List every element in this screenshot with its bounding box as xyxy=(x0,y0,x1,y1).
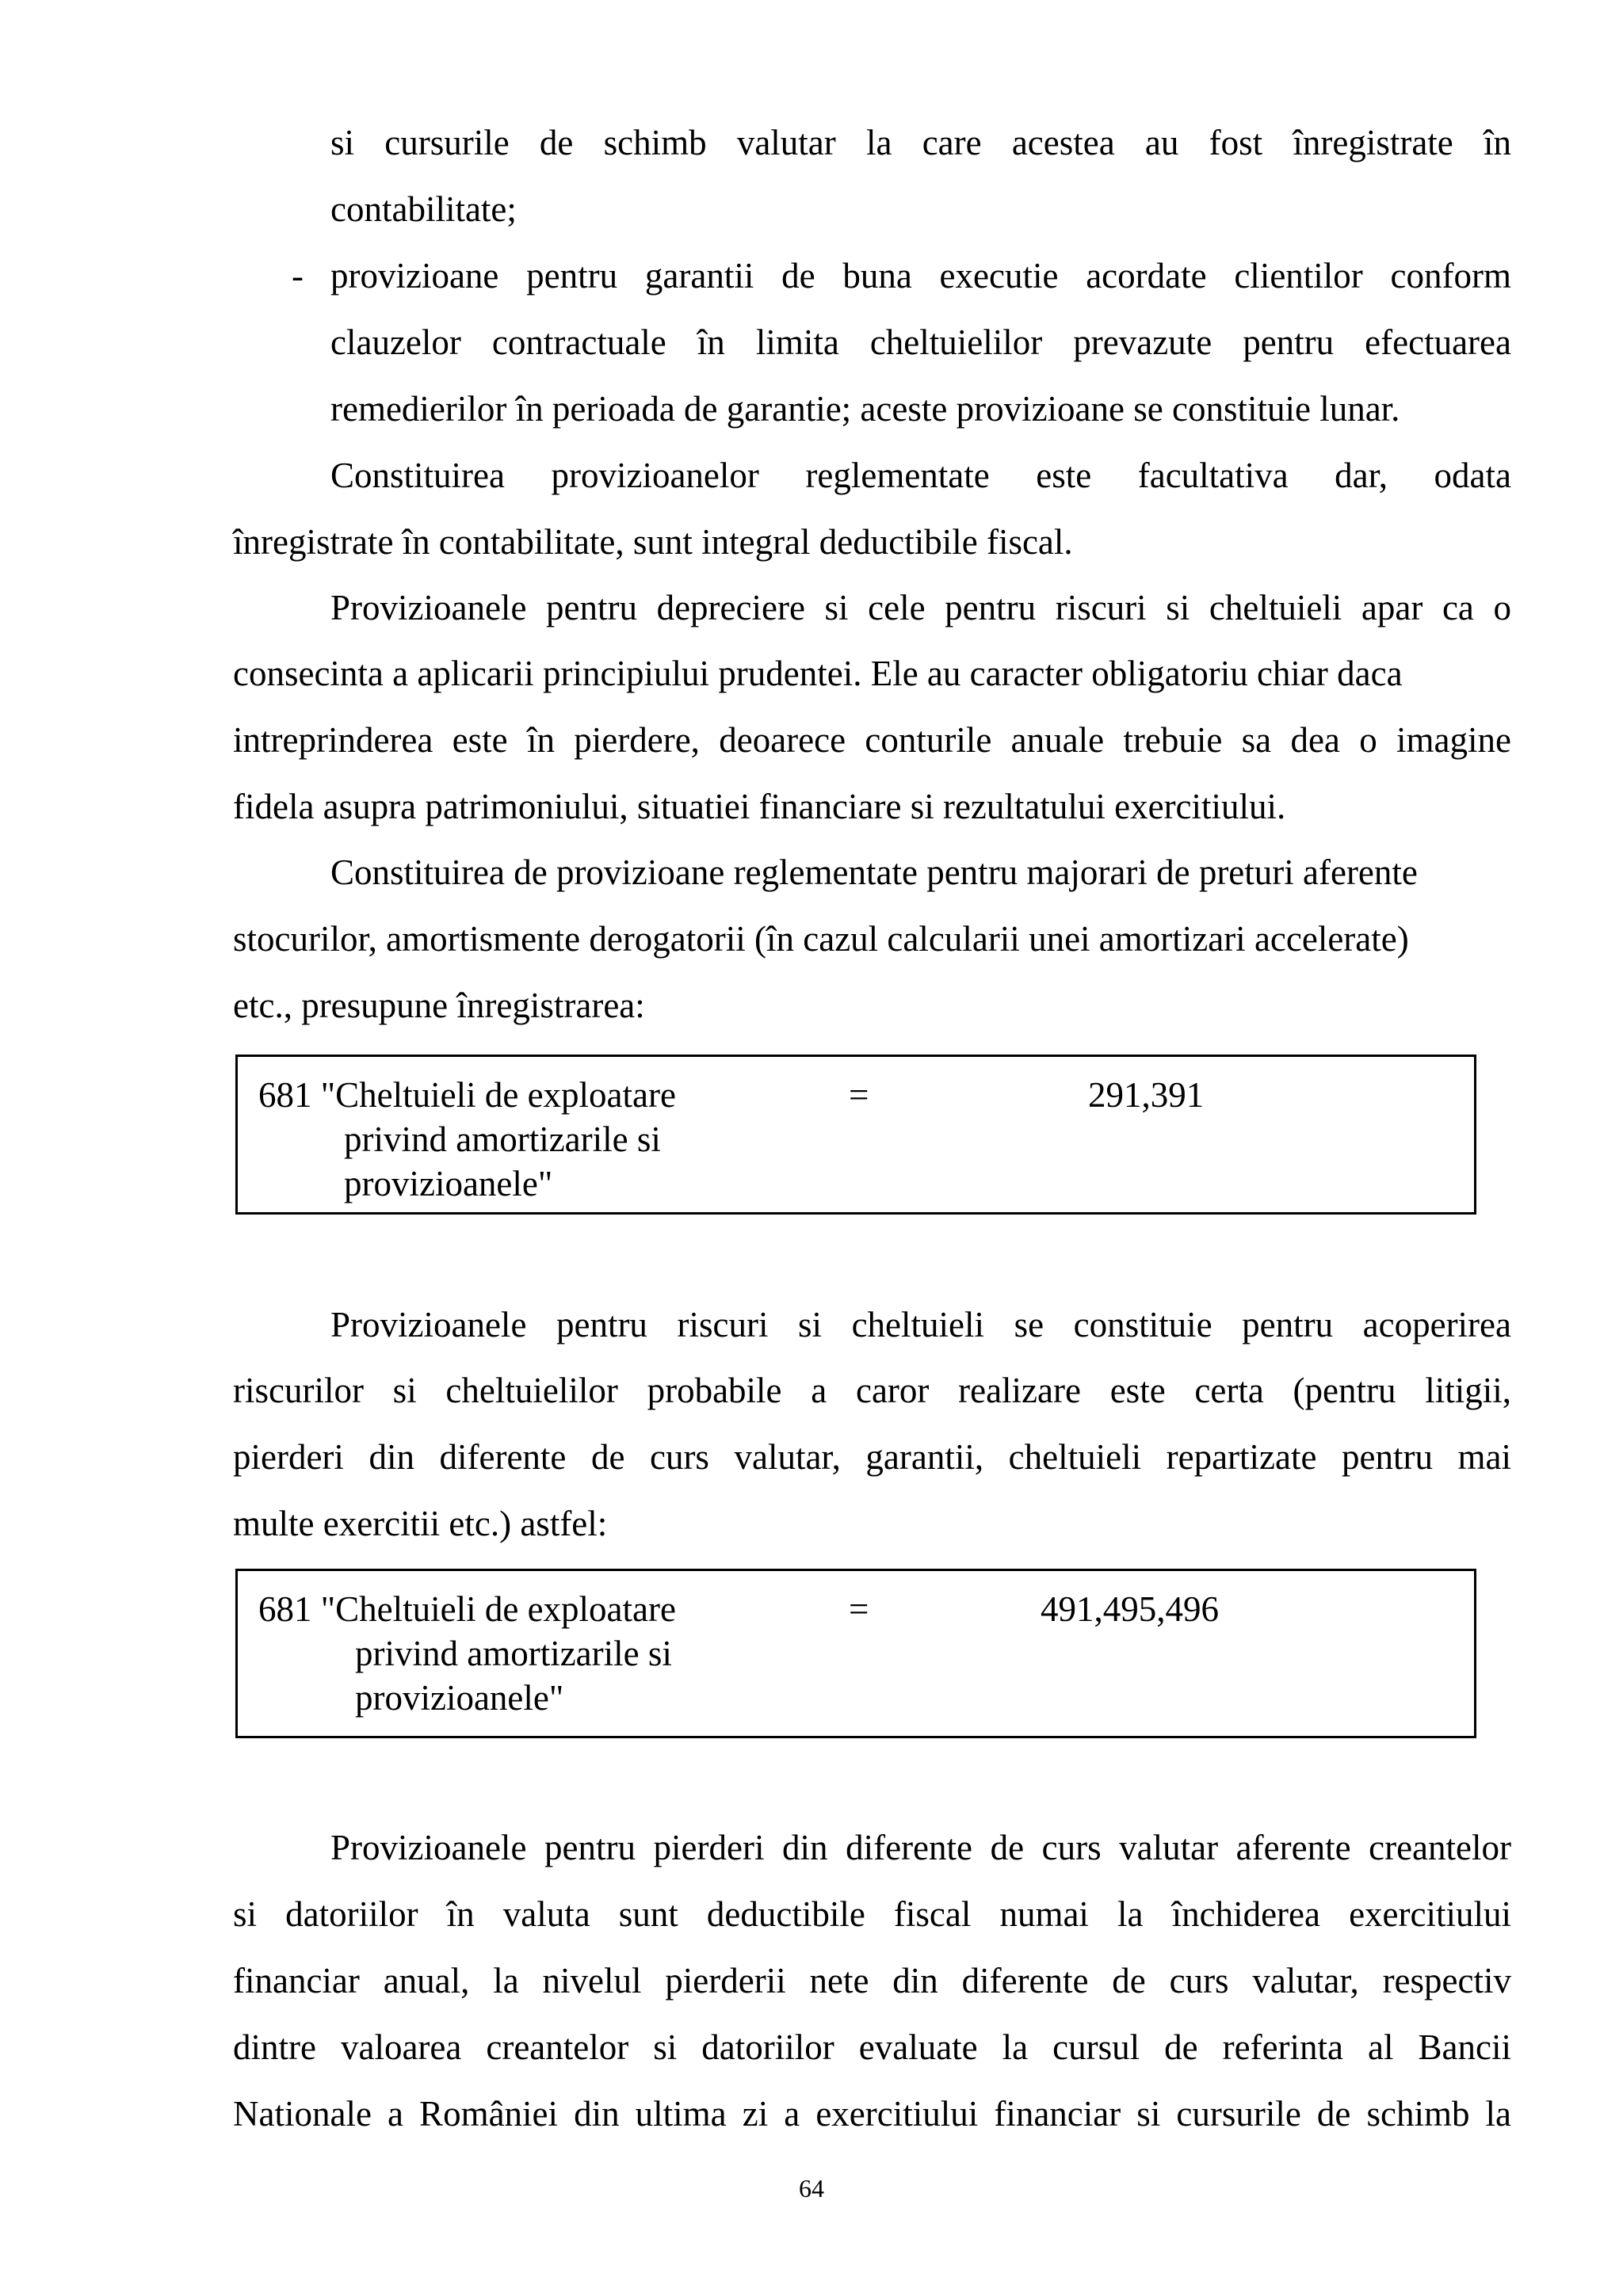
equals-sign: = xyxy=(849,1589,869,1629)
accounting-entry-box xyxy=(235,1569,1476,1738)
text-line: financiar anual, la nivelul pierderii nete din diferente de curs valutar, respectiv xyxy=(233,1961,1511,2000)
text-line: Provizioanele pentru riscuri si cheltuieli se constituie pentru acoperirea xyxy=(330,1305,1511,1344)
text-line: etc., presupune înregistrarea: xyxy=(233,986,645,1025)
text-line: Provizioanele pentru pierderi din diferente de curs valutar aferente creantelor xyxy=(330,1828,1511,1867)
debit-account: 681 "Cheltuieli de exploatare xyxy=(258,1589,676,1629)
debit-account: privind amortizarile si xyxy=(355,1634,672,1673)
text-line: multe exercitii etc.) astfel: xyxy=(233,1504,608,1543)
credit-accounts: 491,495,496 xyxy=(1041,1589,1219,1629)
credit-accounts: 291,391 xyxy=(1088,1075,1205,1115)
bullet-marker: - xyxy=(292,256,304,296)
text-line: contabilitate; xyxy=(330,189,517,229)
text-line: consecinta a aplicarii principiului prudentei. Ele au caracter obligatoriu chiar daca xyxy=(233,654,1403,693)
debit-account: provizioanele" xyxy=(355,1678,564,1718)
text-line: si cursurile de schimb valutar la care acestea au fost înregistrate în xyxy=(330,123,1511,162)
debit-account: 681 "Cheltuieli de exploatare xyxy=(258,1075,676,1115)
text-line: Constituirea provizioanelor reglementate este facultativa dar, odata xyxy=(330,456,1511,495)
text-line: stocurilor, amortismente derogatorii (în cazul calcularii unei amortizari accelerate) xyxy=(233,919,1409,959)
text-line: remedierilor în perioada de garantie; aceste provizioane se constituie lunar. xyxy=(330,389,1400,429)
text-line: Constituirea de provizioane reglementate pentru majorari de preturi aferente xyxy=(330,852,1418,892)
page-number: 64 xyxy=(799,2174,824,2203)
text-line: si datoriilor în valuta sunt deductibile fiscal numai la închiderea exercitiului xyxy=(233,1894,1511,1934)
text-line: Provizioanele pentru depreciere si cele pentru riscuri si cheltuieli apar ca o xyxy=(330,588,1511,627)
text-line: provizioane pentru garantii de buna executie acordate clientilor conform xyxy=(330,256,1511,296)
equals-sign: = xyxy=(849,1075,869,1115)
text-line: clauzelor contractuale în limita cheltuielilor prevazute pentru efectuarea xyxy=(330,322,1511,362)
text-line: dintre valoarea creantelor si datoriilor evaluate la cursul de referinta al Bancii xyxy=(233,2027,1511,2067)
text-line: riscurilor si cheltuielilor probabile a caror realizare este certa (pentru litigii, xyxy=(233,1371,1511,1410)
text-line: Nationale a României din ultima zi a exercitiului financiar si cursurile de schimb la xyxy=(233,2094,1511,2134)
text-line: înregistrate în contabilitate, sunt integral deductibile fiscal. xyxy=(233,522,1073,562)
text-line: intreprinderea este în pierdere, deoarece conturile anuale trebuie sa dea o imagine xyxy=(233,720,1511,760)
text-line: fidela asupra patrimoniului, situatiei financiare si rezultatului exercitiului. xyxy=(233,787,1286,826)
accounting-entry-box xyxy=(235,1055,1476,1215)
debit-account: privind amortizarile si xyxy=(344,1119,661,1159)
debit-account: provizioanele" xyxy=(344,1164,553,1203)
text-line: pierderi din diferente de curs valutar, garantii, cheltuieli repartizate pentru mai xyxy=(233,1437,1511,1477)
